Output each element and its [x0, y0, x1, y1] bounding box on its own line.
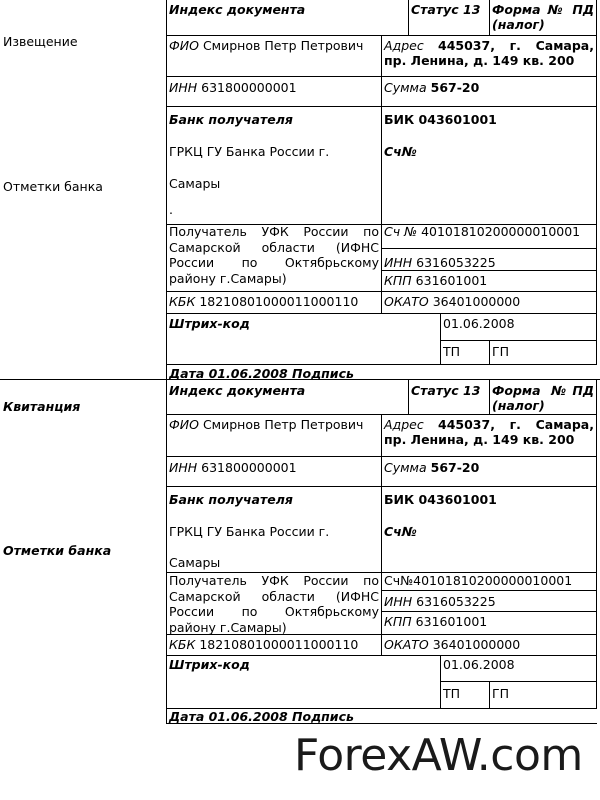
payer-address-line1: Адрес 445037, г. Самара, — [384, 38, 594, 53]
form-name-line2-2: (налог) — [492, 398, 545, 413]
barcode-label-2: Штрих-код — [169, 657, 250, 672]
bank-marks-label: Отметки банка — [3, 179, 103, 194]
recipient-line4: району г.Самары) — [169, 270, 287, 286]
recipient-bank-name-line1-2: ГРКЦ ГУ Банка России г. — [169, 524, 330, 539]
document-index-label: Индекс документа — [169, 2, 306, 17]
recipient-bank-name-line2-2: Самары — [169, 555, 221, 570]
recipient-bank-label-2: Банк получателя — [169, 492, 293, 507]
tp-cell-2: ТП — [443, 686, 461, 701]
recipient-line1-2: Получатель УФК России по — [169, 573, 379, 588]
payer-inn: ИНН 631800000001 — [169, 80, 297, 95]
recipient-account-2: Сч№40101810200000010001 — [384, 573, 573, 588]
recipient-line3-2: России по Октябрьскому — [169, 604, 379, 619]
tp-cell: ТП — [443, 344, 461, 359]
payment-amount: Сумма 567-20 — [384, 80, 480, 95]
notice-label: Извещение — [3, 34, 78, 49]
recipient-bank-name-line2: Самары — [169, 176, 221, 191]
payer-address-line2-2: пр. Ленина, д. 149 кв. 200 — [384, 432, 575, 447]
account-number-label-2: Сч№ — [384, 524, 417, 539]
receipt-label: Квитанция — [3, 399, 81, 414]
recipient-bank-name-line1: ГРКЦ ГУ Банка России г. — [169, 144, 330, 159]
recipient-line4-2: району г.Самары) — [169, 619, 287, 635]
payer-name-2: ФИО Смирнов Петр Петрович — [169, 417, 364, 432]
recipient-account: Сч № 40101810200000010001 — [384, 224, 581, 239]
recipient-inn-2: ИНН 6316053225 — [384, 594, 496, 609]
watermark-logo: ForexAW.com — [294, 730, 583, 781]
gp-cell-2: ГП — [492, 686, 510, 701]
barcode-label: Штрих-код — [169, 316, 250, 331]
recipient-line2: Самарской области (ИФНС — [169, 239, 379, 255]
kbk-2: КБК 18210801000011000110 — [169, 637, 359, 652]
bank-dot: . — [169, 202, 173, 217]
recipient-block-2 — [169, 573, 379, 635]
recipient-block — [169, 224, 379, 286]
status-label: Статус 13 — [411, 2, 481, 17]
payer-address-line2: пр. Ленина, д. 149 кв. 200 — [384, 53, 575, 68]
date-signature: Дата 01.06.2008 Подпись — [169, 366, 354, 381]
recipient-inn: ИНН 6316053225 — [384, 255, 496, 270]
form-name-line2: (налог) — [492, 17, 545, 32]
form-name-line1-2: Форма №ПД — [492, 383, 594, 398]
kbk: КБК 18210801000011000110 — [169, 294, 359, 309]
recipient-kpp: КПП 631601001 — [384, 273, 488, 288]
okato-2: ОКАТО 36401000000 — [384, 637, 521, 652]
bank-marks-label-2: Отметки банка — [3, 543, 112, 558]
form-name-line1: Форма № ПД — [492, 2, 594, 17]
date-signature-2: Дата 01.06.2008 Подпись — [169, 709, 354, 724]
payment-date-2: 01.06.2008 — [443, 657, 515, 672]
document-index-label-2: Индекс документа — [169, 383, 306, 398]
account-number-label: Сч№ — [384, 144, 417, 159]
payment-date: 01.06.2008 — [443, 316, 515, 331]
payer-address-line1-2: Адрес 445037, г. Самара, — [384, 417, 594, 432]
payer-inn-2: ИНН 631800000001 — [169, 460, 297, 475]
recipient-kpp-2: КПП 631601001 — [384, 614, 488, 629]
payment-amount-2: Сумма 567-20 — [384, 460, 480, 475]
okato: ОКАТО 36401000000 — [384, 294, 521, 309]
gp-cell: ГП — [492, 344, 510, 359]
bik-2: БИК 043601001 — [384, 492, 497, 507]
recipient-line3: России по Октябрьскому — [169, 255, 379, 270]
status-label-2: Статус 13 — [411, 383, 481, 398]
recipient-line2-2: Самарской области (ИФНС — [169, 588, 379, 604]
recipient-bank-label: Банк получателя — [169, 112, 293, 127]
recipient-line1: Получатель УФК России по — [169, 224, 379, 239]
payer-name: ФИО Смирнов Петр Петрович — [169, 38, 364, 53]
bik: БИК 043601001 — [384, 112, 497, 127]
